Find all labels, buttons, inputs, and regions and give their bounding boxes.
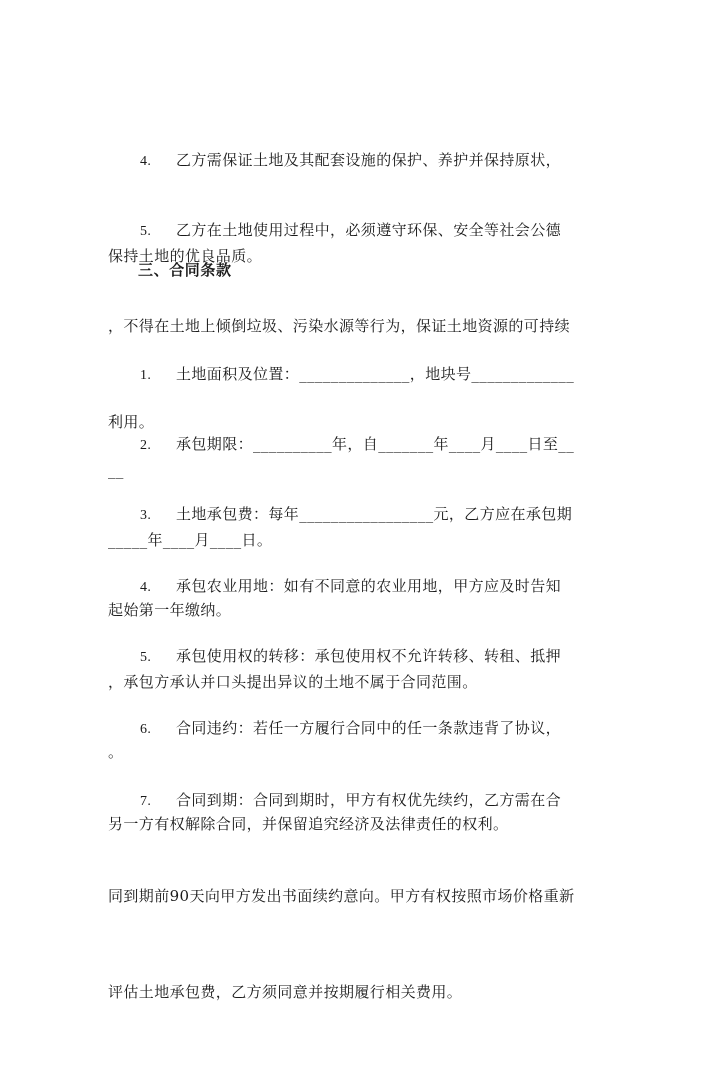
clause-number: 3. xyxy=(140,508,152,523)
clause-text-line: 乙方需保证土地及其配套设施的保护、养护并保持原状， xyxy=(176,151,562,169)
clause-text-line: 同到期前90天向甲方发出书面续约意向。甲方有权按照市场价格重新 xyxy=(108,887,575,905)
clause-text-line: 土地面积及位置：______________，地块号_____________ xyxy=(176,365,575,383)
clause-text-line: 承包期限：__________年，自_______年____月____日至__ xyxy=(176,435,575,453)
term-7-paragraph xyxy=(108,720,614,1072)
clause-number: 4. xyxy=(140,580,152,595)
clause-text-line: 乙方在土地使用过程中，必须遵守环保、安全等社会公德 xyxy=(176,221,562,239)
clause-text-line: 另一方有权解除合同，并保留追究经济及法律责任的权利。 xyxy=(108,815,509,833)
clause-number: 6. xyxy=(140,722,152,737)
clause-number: 2. xyxy=(140,438,152,453)
clause-text-line: 合同违约：若任一方履行合同中的任一条款违背了协议， xyxy=(176,719,562,737)
clause-text-line: ，不得在土地上倾倒垃圾、污染水源等行为，保证土地资源的可持续 xyxy=(108,317,571,335)
clause-text-line: 承包使用权的转移：承包使用权不允许转移、转租、抵押 xyxy=(176,647,562,665)
clause-number: 1. xyxy=(140,368,152,383)
clause-text-line: 评估土地承包费，乙方须同意并按期履行相关费用。 xyxy=(108,983,463,1001)
clause-number: 7. xyxy=(140,794,152,809)
clause-text-line: 利用。 xyxy=(108,413,155,431)
clause-number: 4. xyxy=(140,154,152,169)
clause-text-line: 。 xyxy=(108,743,124,761)
clause-text-line: 承包农业用地：如有不同意的农业用地，甲方应及时告知 xyxy=(176,577,562,595)
clause-text-line: 土地承包费：每年_________________元，乙方应在承包期 xyxy=(176,505,573,523)
clause-text-line: _____年____月____日。 xyxy=(108,531,273,549)
clause-number: 5. xyxy=(140,650,152,665)
clause-text-line: 保持土地的优良品质。 xyxy=(108,247,263,265)
clause-text-line: 起始第一年缴纳。 xyxy=(108,601,232,619)
clause-text-line: 合同到期：合同到期时，甲方有权优先续约，乙方需在合 xyxy=(176,791,562,809)
clause-text-line: ，承包方承认并口头提出异议的土地不属于合同范围。 xyxy=(108,673,478,691)
clause-number: 5. xyxy=(140,224,152,239)
section-heading: 三、合同条款 xyxy=(138,261,232,279)
clause-text-line: __ xyxy=(108,461,124,479)
